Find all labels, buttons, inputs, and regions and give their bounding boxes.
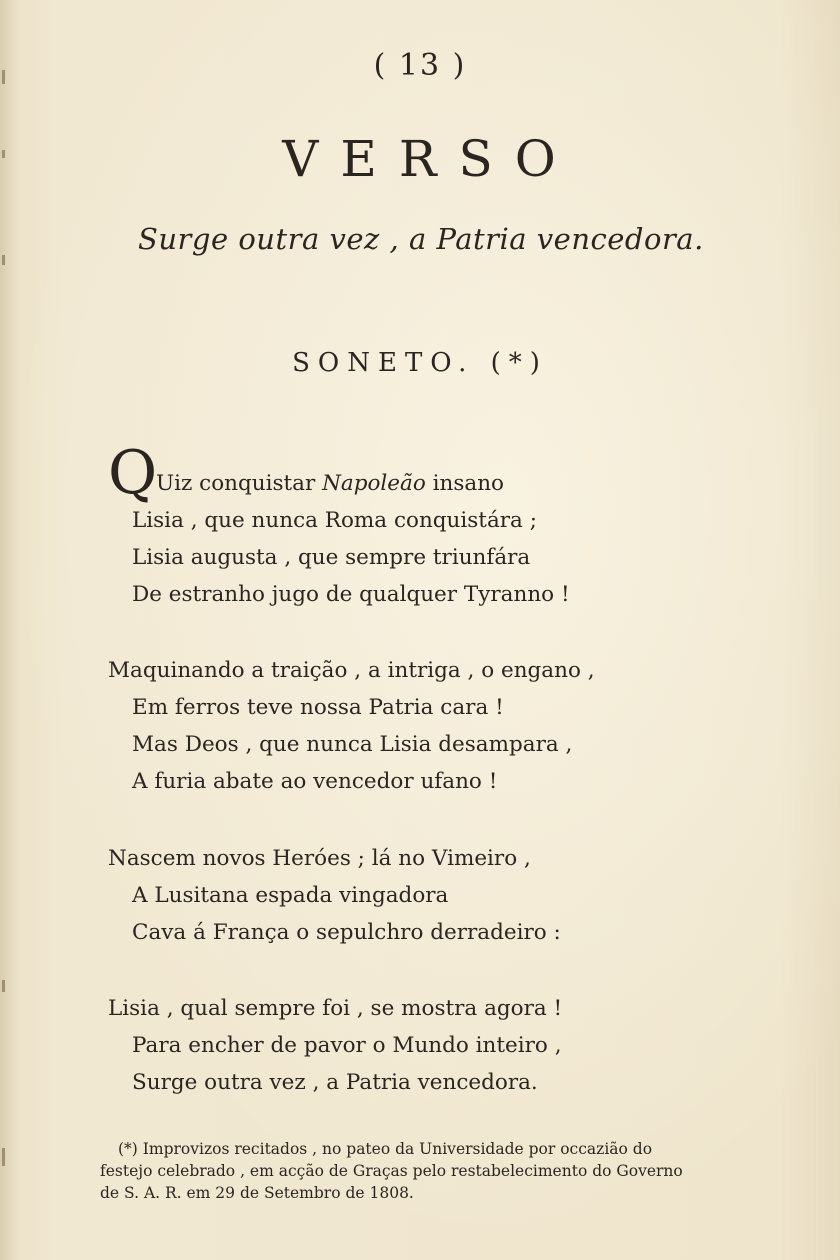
page-edge <box>0 0 10 1260</box>
verse-line: Nascem novos Heróes ; lá no Vimeiro , <box>108 846 531 871</box>
verse-line <box>108 438 748 508</box>
verse-text: Uiz conquistar <box>156 471 323 496</box>
page-number: ( 13 ) <box>373 48 467 83</box>
stanza-1 <box>108 438 748 613</box>
stanza-3 <box>108 840 748 951</box>
verse-line: Cava á França o sepulchro derradeiro : <box>132 920 561 945</box>
page-title: VERSO <box>282 130 578 188</box>
subtitle: Surge outra vez , a Patria vencedora. <box>138 222 704 256</box>
verse-line: Em ferros teve nossa Patria cara ! <box>132 695 504 720</box>
footnote-line: festejo celebrado , em acção de Graças pelo restabelecimento do Governo <box>100 1162 683 1180</box>
verse-line: A furia abate ao vencedor ufano ! <box>132 769 498 794</box>
verse-line: Lisia , que nunca Roma conquistára ; <box>132 508 537 533</box>
verse-line: Maquinando a traição , a intriga , o engano , <box>108 658 595 683</box>
footnote-line: (*) Improvizos recitados , no pateo da Universidade por occazião do <box>118 1140 653 1158</box>
stanza-2 <box>108 652 748 800</box>
soneto-heading: SONETO. (*) <box>292 348 548 378</box>
verse-line: Lisia augusta , que sempre triunfára <box>132 545 531 570</box>
verse-line: Lisia , qual sempre foi , se mostra agora ! <box>108 996 563 1021</box>
verse-line: Para encher de pavor o Mundo inteiro , <box>132 1033 562 1058</box>
verse-line: Mas Deos , que nunca Lisia desampara , <box>132 732 573 757</box>
verse-line: A Lusitana espada vingadora <box>132 883 449 908</box>
drop-cap: Q <box>108 438 158 508</box>
stanza-4 <box>108 990 748 1101</box>
verse-text: insano <box>425 471 504 496</box>
verse-line: De estranho jugo de qualquer Tyranno ! <box>132 582 570 607</box>
footnote-line: de S. A. R. em 29 de Setembro de 1808. <box>100 1184 414 1202</box>
verse-line: Surge outra vez , a Patria vencedora. <box>132 1070 538 1095</box>
verse-name: Napoleão <box>322 471 426 496</box>
footnote <box>100 1138 760 1204</box>
